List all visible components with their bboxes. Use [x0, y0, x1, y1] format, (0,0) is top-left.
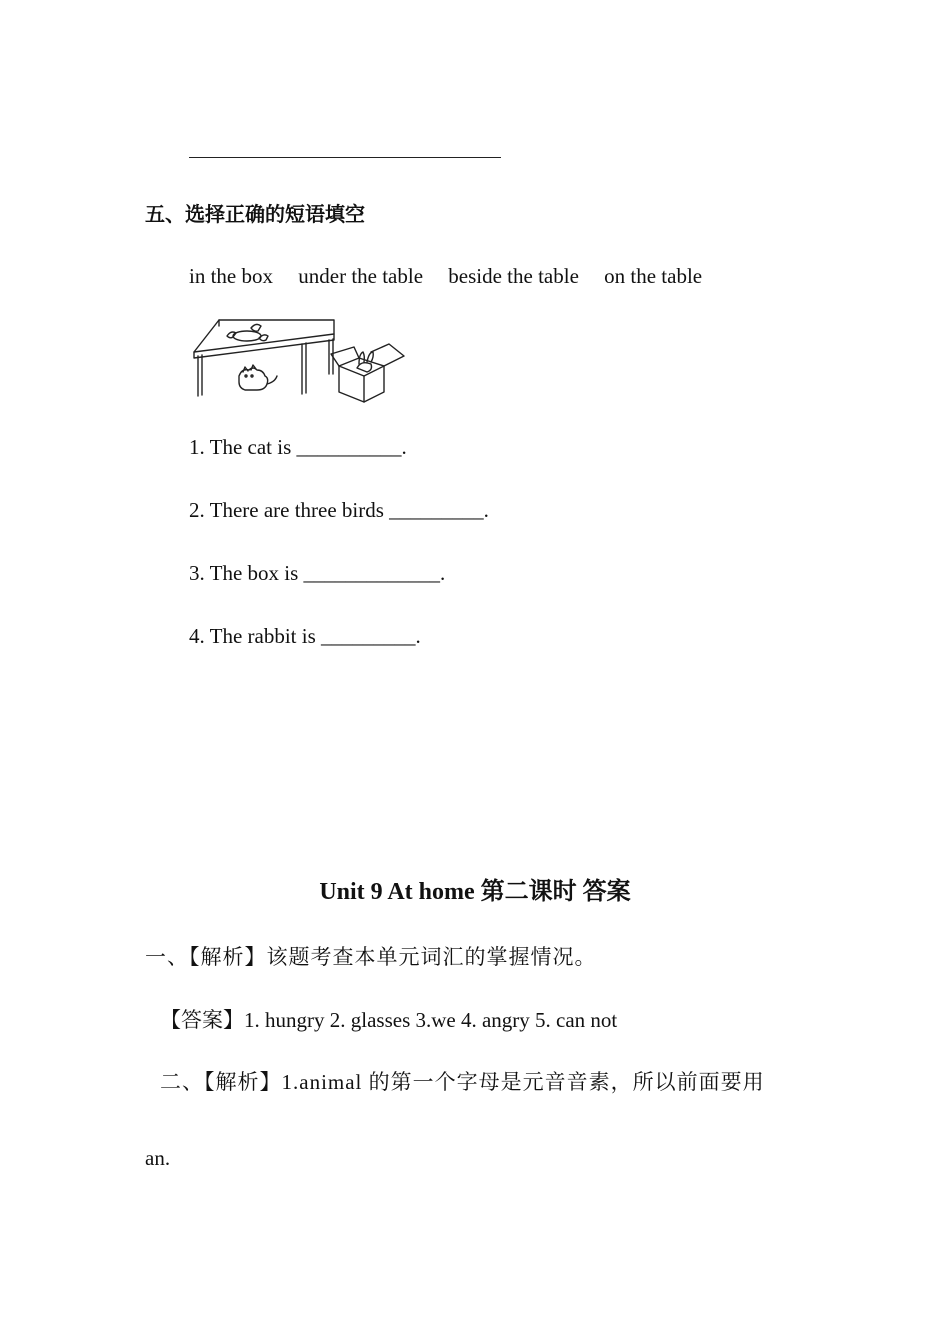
phrase-bank	[189, 263, 722, 289]
part-2-continuation: an.	[145, 1146, 171, 1170]
phrase-in-the-box: in the box	[189, 264, 273, 288]
question-1: 1. The cat is __________.	[189, 435, 407, 459]
phrase-under-the-table: under the table	[298, 264, 424, 288]
phrase-on-the-table: on the table	[604, 264, 703, 288]
question-4: 4. The rabbit is _________.	[189, 624, 421, 648]
question-3: 3. The box is _____________.	[189, 561, 446, 585]
blank-answer-line	[189, 157, 501, 158]
part-1-analysis: 一、【解析】该题考查本单元词汇的掌握情况。	[145, 945, 597, 969]
answer-key-title: Unit 9 At home 第二课时 答案	[319, 879, 631, 905]
phrase-beside-the-table: beside the table	[448, 264, 579, 288]
part-1-answer: 【答案】1. hungry 2. glasses 3.we 4. angry 5. can not	[160, 1008, 618, 1032]
table-cat-birds-box-rabbit-illustration	[189, 314, 409, 404]
part-2-analysis: 二、【解析】1.animal 的第一个字母是元音音素，所以前面要用	[160, 1070, 765, 1094]
question-2: 2. There are three birds _________.	[189, 498, 489, 522]
section-5-title: 五、选择正确的短语填空	[145, 202, 365, 226]
